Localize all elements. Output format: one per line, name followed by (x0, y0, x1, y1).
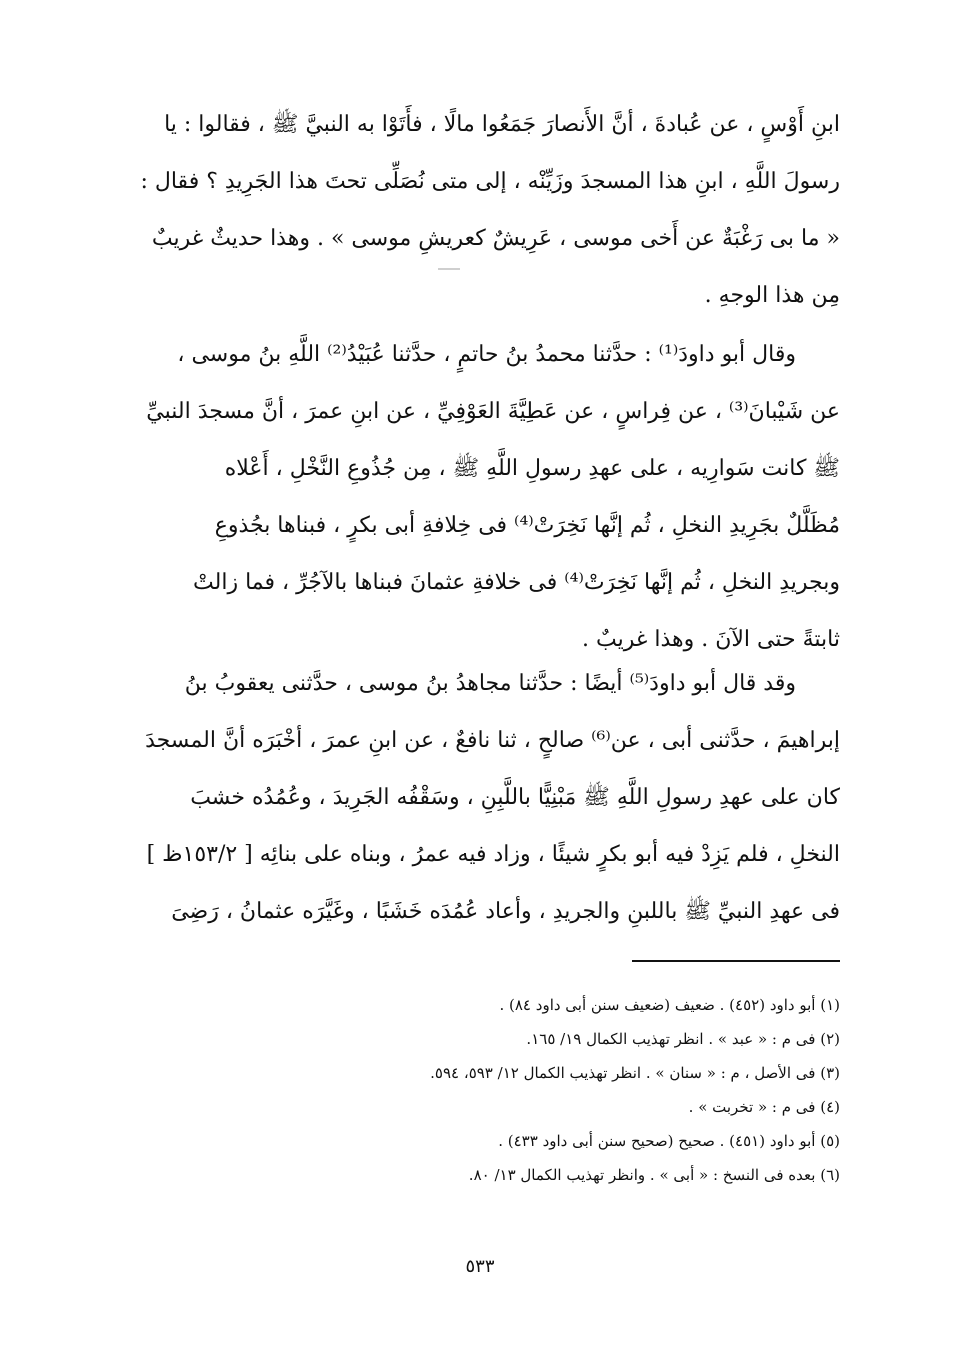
footnote-separator (632, 960, 840, 962)
text-line: وقد قال أبو داودَ⁽⁵⁾ أيضًا : حدَّثنا مجاهدُ بنُ موسى ، حدَّثنى يعقوبُ بنُ (184, 671, 796, 696)
page-number: ٥٣٣ (465, 1256, 495, 1277)
text-line: كان على عهدِ رسولِ اللَّهِ ﷺ مَبْنِيًّا باللَّبِنِ ، وسَقْفُه الجَرِيدَ ، وعُمُدُه خشبَ (190, 785, 840, 810)
paragraph-3 (128, 655, 840, 940)
text-line: ﷺ كانت سَوارِيه ، على عهدِ رسولِ اللَّهِ ﷺ ، مِن جُذُوعِ النَّخْلِ ، أَعْلاه (224, 456, 840, 481)
text-line: عن شَيْبانَ⁽³⁾ ، عن فِراسٍ ، عن عَطِيَّةَ العَوْفِيِّ ، عن ابنِ عمرَ ، أنَّ مسجدَ النبيِّ (146, 399, 840, 424)
footnote-6: (٦) بعده فى النسخ : « أبى » . وانظر تهذيب الكمال ١٣/ ٨٠. (468, 1166, 840, 1184)
text-line: مِن هذا الوجهِ . (704, 283, 840, 308)
text-line: وبجريدِ النخلِ ، ثُم إنَّها نَخِرَتْ⁽⁴⁾ فى خلافةِ عثمانَ فبناها بالآجُرِّ ، فما زالتْ (193, 570, 840, 595)
print-smudge (438, 268, 460, 270)
footnote-5: (٥) أبو داود (٤٥١) . صحيح (صحيح سنن أبى داود ٤٣٣) . (498, 1132, 840, 1150)
text-line: « ما بى رَغْبَةٌ عن أَخى موسى ، عَرِيشٌ كعريشِ موسى » . وهذا حديثٌ غريبٌ (151, 226, 840, 251)
text-line: ابنِ أَوْسٍ ، عن عُبادةَ ، أنَّ الأَنصارَ جَمَعُوا مالًا ، فأَتَوْا به النبيَّ ﷺ ، فقالوا : يا (164, 112, 840, 137)
paragraph-1 (128, 96, 840, 324)
footnote-3: (٣) فى الأصل ، م : « سنان » . انظر تهذيب الكمال ١٢/ ٥٩٣، ٥٩٤. (430, 1064, 840, 1082)
text-line: وقال أبو داودَ⁽¹⁾ : حدَّثنا محمدُ بنُ حاتمٍ ، حدَّثنا عُبَيْدُ⁽²⁾ اللَّهِ بنُ موسى ، (177, 342, 796, 367)
text-line: مُظَلَّلٌ بجَرِيدِ النخلِ ، ثُم إنَّها نَخِرَتْ⁽⁴⁾ فى خِلافةِ أبى بكرٍ ، فبناها بجُذوعِ (214, 513, 840, 538)
footnote-1: (١) أبو داود (٤٥٢) . ضعيف (ضعيف سنن أبى داود ٨٤) . (499, 996, 840, 1014)
footnotes (128, 988, 840, 1192)
text-line: النخلِ ، فلم يَزِدْ فيه أبو بكرٍ شيئًا ، وزاد فيه عمرُ ، وبناه على بنائِه [ ١٥٣/٢ظ ] (146, 842, 840, 867)
text-line: إبراهيمَ ، حدَّثنى أبى ، عن⁽⁶⁾ صالحٍ ، ثنا نافعٌ ، عن ابنِ عمرَ ، أخْبَرَه أنَّ المسجدَ (145, 728, 840, 753)
footnote-2: (٢) فى م : « عبد » . انظر تهذيب الكمال ١٩/ ١٦٥. (526, 1030, 840, 1048)
text-line: رسولَ اللَّهِ ، ابنِ هذا المسجدَ وزَيِّنْه ، إلى متى نُصَلِّى تحتَ هذا الجَرِيدِ ؟ فقال : (140, 169, 840, 194)
paragraph-2 (128, 326, 840, 668)
text-line: فى عهدِ النبيِّ ﷺ باللبنِ والجريدِ ، وأعاد عُمُدَه خَشَبًا ، وغَيَّرَه عثمانُ ، رَضِىَ (171, 899, 840, 924)
footnote-4: (٤) فى م : « تخربت » . (688, 1098, 840, 1116)
text-line: ثابتةً حتى الآنَ . وهذا غريبٌ . (582, 627, 840, 652)
